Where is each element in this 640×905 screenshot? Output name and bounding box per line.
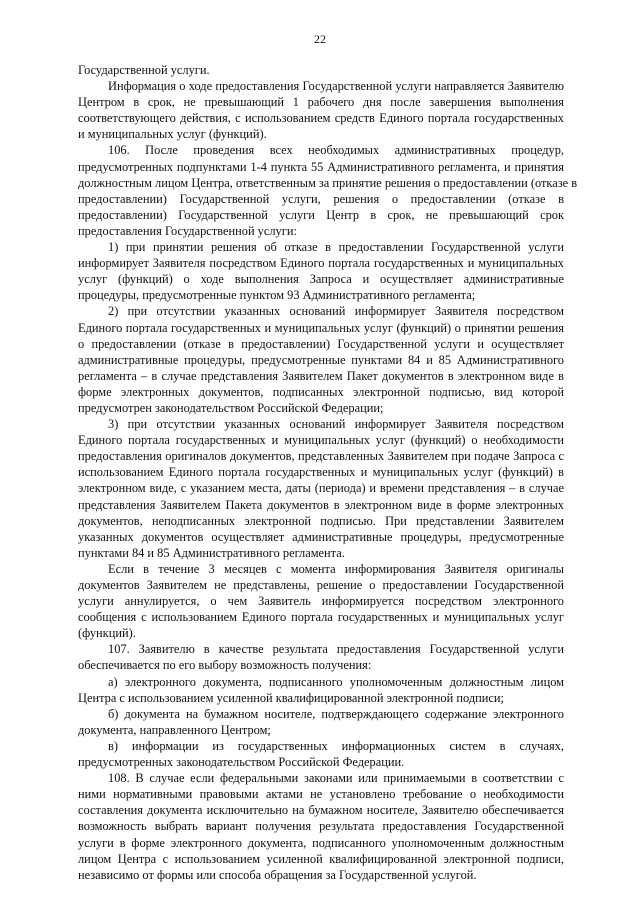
text-line: предусмотренных законодательством Российской Федерации. xyxy=(78,755,405,770)
text-line: ними нормативными правовыми актами не установлено требование о необходимости xyxy=(78,787,564,802)
text-line: Центра с использованием усиленной квалифицированной электронной подписи; xyxy=(78,690,504,705)
text-line: должностным лицом Центра, ответственным за принятие решения о предоставлении (отказе в xyxy=(78,175,578,190)
text-line: независимо от формы или способа обращения за Государственной услугой. xyxy=(78,867,477,882)
text-line: предусмотрен законодательством Российской Федерации; xyxy=(78,400,384,415)
text-line: предоставления оригиналов документов, представленных Заявителем при подаче Запроса с xyxy=(78,449,564,464)
text-line: 1) при принятии решения об отказе в предоставлении Государственной услуги xyxy=(108,240,564,255)
text-line: электронном виде, с указанием места, даты (периода) и времени представления – в случае xyxy=(78,481,564,496)
document-body xyxy=(78,62,578,883)
text-line: 108. В случае если федеральными законами или принимаемыми в соответствии с xyxy=(108,771,564,786)
text-line: лицом Центра с использованием усиленной квалифицированной электронной подписи, xyxy=(78,851,564,866)
text-line: услуг (функций) о ходе выполнения Запроса и осуществляет административные xyxy=(78,272,564,287)
text-line: 107. Заявителю в качестве результата предоставления Государственной услуги xyxy=(108,642,564,657)
text-line: предусмотренных подпунктами 1-4 пункта 55 Административного регламента, и принятия xyxy=(78,159,564,174)
text-line: документов Заявителем не представлены, решение о предоставлении Государственной xyxy=(78,578,564,592)
text-line: форме электронных документов, подписанных электронной подписью, вид которой xyxy=(78,384,564,399)
text-line: Единого портала государственных и муниципальных услуг (функций) о необходимости xyxy=(78,433,564,448)
text-line: предоставлении) Государственной услуги Центр в срок, не превышающий срок xyxy=(78,207,564,222)
text-line: предоставления Государственной услуги: xyxy=(78,223,297,238)
text-line: составления документа исключительно на бумажном носителе, Заявителю обеспечивается xyxy=(78,803,564,818)
text-line: Информация о ходе предоставления Государственной услуги направляется Заявителю xyxy=(108,79,564,94)
text-line: о предоставлении (отказе в предоставлении) Государственной услуги и осуществляет xyxy=(78,336,564,351)
text-line: регламента – в случае представления Заявителем Пакет документов в электронном виде в xyxy=(78,368,564,383)
text-line: б) документа на бумажном носителе, подтверждающего содержание электронного xyxy=(108,706,564,721)
text-line: услуги в форме электронного документа, подписанного уполномоченным должностным xyxy=(78,835,564,850)
text-line: 106. После проведения всех необходимых административных процедур, xyxy=(108,143,564,158)
text-line: соответствующего действия, с использованием средств Единого портала государственных xyxy=(78,111,564,126)
text-line: представления Заявителем Пакета документов в электронном виде в форме электронных xyxy=(78,497,564,512)
text-line: Центром в срок, не превышающий 1 рабочего дня после завершения выполнения xyxy=(78,95,564,110)
page-number: 22 xyxy=(314,32,326,46)
text-line: в) информации из государственных информационных систем в случаях, xyxy=(108,738,564,753)
text-line: предоставлении) Государственной услуги, решения о предоставлении (отказе в xyxy=(78,191,564,206)
text-line: процедуры, предусмотренные пунктом 93 Административного регламента; xyxy=(78,288,476,303)
text-line: 3) при отсутствии указанных оснований информирует Заявителя посредством xyxy=(108,417,564,432)
text-line: Государственной услуги. xyxy=(78,63,210,77)
text-line: и муниципальных услуг (функций). xyxy=(78,127,267,142)
text-line: услуги аннулируется, о чем Заявитель информируется посредством электронного xyxy=(78,594,564,609)
text-line: Если в течение 3 месяцев с момента информирования Заявителя оригиналы xyxy=(108,561,564,576)
text-line: а) электронного документа, подписанного уполномоченным должностным лицом xyxy=(108,674,564,689)
text-line: административные процедуры, предусмотренные пунктами 84 и 85 Административного xyxy=(78,352,564,367)
text-line: (функций). xyxy=(78,626,136,641)
text-line: обеспечивается по его выбору возможность получения: xyxy=(78,658,372,673)
text-line: 2) при отсутствии указанных оснований информирует Заявителя посредством xyxy=(108,304,564,319)
text-line: указанных документов осуществляет административные процедуры, предусмотренные xyxy=(78,529,564,544)
text-line: документов, неподписанных электронной подписью. При представлении Заявителем xyxy=(78,513,564,528)
text-line: информирует Заявителя посредством Единого портала государственных и муниципальных xyxy=(78,256,564,271)
text-line: документа, направленного Центром; xyxy=(78,722,271,737)
text-line: возможность выбрать вариант получения результата предоставления Государственной xyxy=(78,819,564,834)
text-line: Единого портала государственных и муниципальных услуг (функций) о принятии решения xyxy=(78,320,564,335)
text-line: сообщения с использованием Единого портала государственных и муниципальных услуг xyxy=(78,610,564,625)
text-line: пунктами 84 и 85 Административного регламента. xyxy=(78,545,345,560)
text-line: использованием Единого портала государственных и муниципальных услуг (функций) в xyxy=(78,465,564,480)
